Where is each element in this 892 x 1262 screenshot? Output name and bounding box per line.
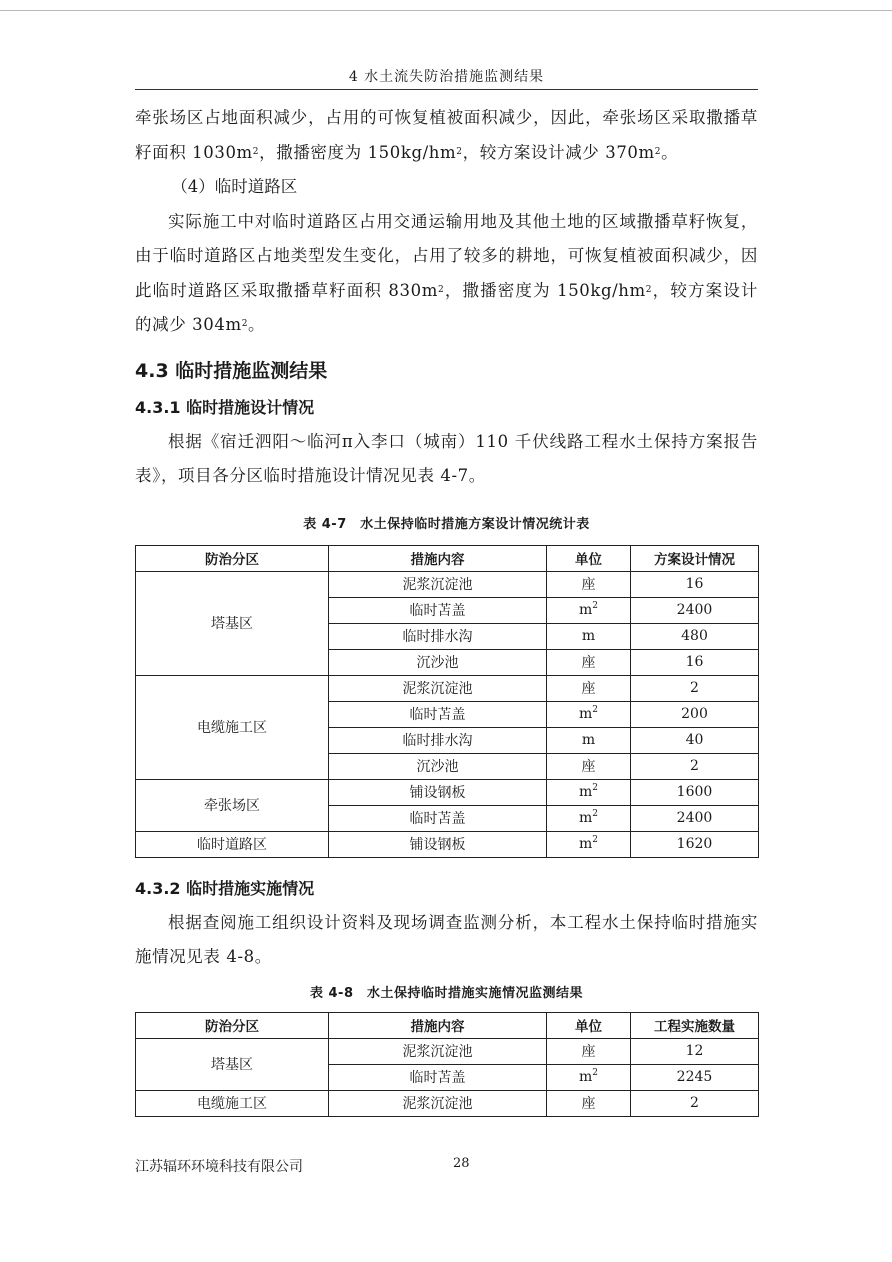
value-cell: 16 — [631, 571, 759, 597]
value-cell: 2 — [631, 753, 759, 779]
measure-cell: 铺设钢板 — [329, 831, 547, 857]
value-cell: 40 — [631, 727, 759, 753]
value-cell: 2245 — [631, 1064, 759, 1090]
table-row — [136, 831, 759, 857]
unit-text: 座 — [581, 1044, 596, 1060]
value-cell: 1600 — [631, 779, 759, 805]
unit-superscript: 2 — [592, 783, 598, 793]
table-row — [136, 675, 759, 701]
measure-cell: 临时苫盖 — [329, 1064, 547, 1090]
zone-cell: 塔基区 — [136, 571, 329, 675]
column-header: 工程实施数量 — [631, 1012, 759, 1038]
section-heading-4-3: 4.3 临时措施监测结果 — [135, 359, 328, 382]
measure-cell: 临时排水沟 — [329, 623, 547, 649]
unit-cell — [547, 675, 631, 701]
unit-text: m — [578, 602, 593, 618]
value-cell: 1620 — [631, 831, 759, 857]
value-cell: 2400 — [631, 597, 759, 623]
paragraph-temporary-road: 实际施工中对临时道路区占用交通运输用地及其他土地的区域撒播草籽恢复，由于临时道路区占地类型发生变化，占用了较多的耕地，可恢复植被面积减少，因此临时道路区采取撒播草籽面积 $830m^2$，撒播密度为 $150kg/hm^2$，较方案设计的减少 $304m^2$。 — [135, 211, 758, 334]
unit-cell — [547, 597, 631, 623]
column-header: 防治分区 — [136, 1012, 329, 1038]
unit-superscript: 2 — [592, 705, 598, 715]
running-header: 4 水土流失防治措施监测结果 — [348, 69, 545, 85]
table-row — [136, 779, 759, 805]
value-cell: 2 — [631, 675, 759, 701]
zone-cell: 塔基区 — [136, 1038, 329, 1090]
unit-cell — [547, 571, 631, 597]
measure-cell: 临时苫盖 — [329, 597, 547, 623]
unit-cell — [547, 805, 631, 831]
unit-superscript: 2 — [592, 809, 598, 819]
measure-cell: 泥浆沉淀池 — [329, 1090, 547, 1116]
value-cell: 16 — [631, 649, 759, 675]
measure-cell: 沉沙池 — [329, 649, 547, 675]
unit-cell — [547, 649, 631, 675]
item-temporary-road: （4）临时道路区 — [171, 177, 298, 196]
zone-cell: 牵张场区 — [136, 779, 329, 831]
column-header: 单位 — [547, 545, 631, 571]
column-header: 防治分区 — [136, 545, 329, 571]
measure-cell: 临时苫盖 — [329, 805, 547, 831]
unit-cell — [547, 753, 631, 779]
unit-cell — [547, 1090, 631, 1116]
page-top-edge — [0, 10, 892, 11]
unit-cell — [547, 779, 631, 805]
column-header: 方案设计情况 — [631, 545, 759, 571]
unit-text: 座 — [581, 577, 596, 593]
unit-text: 座 — [581, 1096, 596, 1112]
table-4-8-body — [136, 1038, 759, 1116]
zone-cell: 电缆施工区 — [136, 675, 329, 779]
table-4-7-body — [136, 571, 759, 857]
unit-superscript: 2 — [592, 835, 598, 845]
column-header: 措施内容 — [329, 1012, 547, 1038]
page-number: 28 — [453, 1156, 470, 1171]
unit-text: 座 — [581, 655, 596, 671]
zone-cell: 临时道路区 — [136, 831, 329, 857]
subsection-heading-4-3-1: 4.3.1 临时措施设计情况 — [135, 397, 315, 417]
value-cell: 2400 — [631, 805, 759, 831]
table-4-7-caption: 表 4-7 水土保持临时措施方案设计情况统计表 — [303, 516, 590, 532]
measure-cell: 泥浆沉淀池 — [329, 571, 547, 597]
value-cell: 12 — [631, 1038, 759, 1064]
subsection-heading-4-3-2: 4.3.2 临时措施实施情况 — [135, 878, 315, 898]
unit-text: 座 — [581, 681, 596, 697]
measure-cell: 临时苫盖 — [329, 701, 547, 727]
measure-cell: 泥浆沉淀池 — [329, 1038, 547, 1064]
table-4-7 — [135, 545, 759, 858]
value-cell: 2 — [631, 1090, 759, 1116]
column-header: 单位 — [547, 1012, 631, 1038]
table-header-row — [136, 545, 759, 571]
measure-cell: 泥浆沉淀池 — [329, 675, 547, 701]
unit-text: m — [578, 784, 593, 800]
unit-text: m — [578, 1069, 593, 1085]
unit-cell — [547, 701, 631, 727]
unit-superscript: 2 — [592, 601, 598, 611]
table-row — [136, 571, 759, 597]
table-row — [136, 1038, 759, 1064]
value-cell: 200 — [631, 701, 759, 727]
header-rule — [135, 89, 758, 90]
measure-cell: 铺设钢板 — [329, 779, 547, 805]
unit-cell — [547, 831, 631, 857]
unit-cell — [547, 727, 631, 753]
paragraph-traction-area: 牵张场区占地面积减少，占用的可恢复植被面积减少，因此，牵张场区采取撒播草籽面积 $1030m^2$，撒播密度为 $150kg/hm^2$，较方案设计减少 $370m^2$。 — [135, 108, 758, 162]
value-cell: 480 — [631, 623, 759, 649]
measure-cell: 沉沙池 — [329, 753, 547, 779]
paragraph-design-intro: 根据《宿迁泗阳～临河π入李口（城南）110 千伏线路工程水土保持方案报告表》，项目各分区临时措施设计情况见表 4-7。 — [135, 431, 758, 485]
footer-company: 江苏辐环环境科技有限公司 — [135, 1159, 303, 1175]
unit-text: m — [578, 810, 593, 826]
unit-cell — [547, 623, 631, 649]
table-4-8 — [135, 1012, 759, 1117]
table-row — [136, 1090, 759, 1116]
unit-text: m — [578, 836, 593, 852]
measure-cell: 临时排水沟 — [329, 727, 547, 753]
column-header: 措施内容 — [329, 545, 547, 571]
zone-cell: 电缆施工区 — [136, 1090, 329, 1116]
unit-text: m — [578, 706, 593, 722]
unit-cell — [547, 1064, 631, 1090]
unit-text: m — [581, 732, 596, 748]
table-4-8-caption: 表 4-8 水土保持临时措施实施情况监测结果 — [309, 985, 583, 1001]
page-content — [135, 101, 758, 1117]
table-header-row — [136, 1012, 759, 1038]
unit-text: 座 — [581, 759, 596, 775]
unit-text: m — [581, 628, 596, 644]
unit-cell — [547, 1038, 631, 1064]
unit-superscript: 2 — [592, 1068, 598, 1078]
paragraph-implementation-intro: 根据查阅施工组织设计资料及现场调查监测分析，本工程水土保持临时措施实施情况见表 4-8。 — [135, 912, 758, 966]
